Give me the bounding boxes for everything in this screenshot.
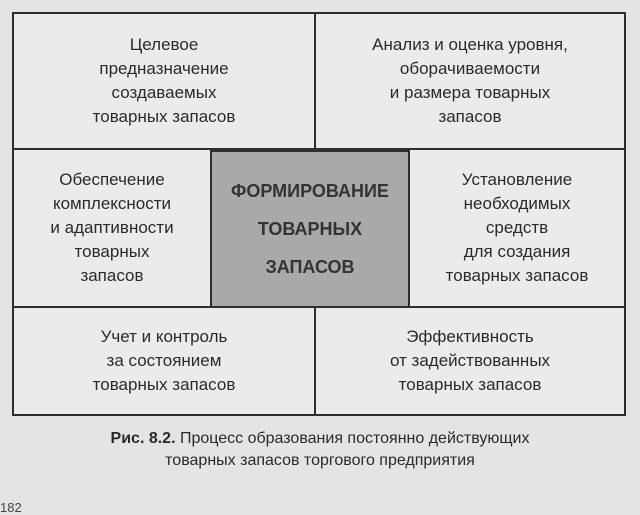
cell-required-means: Установление необходимых средств для создания товарных запасов (445, 170, 589, 285)
caption-text: Процесс образования постоянно действующих (179, 430, 530, 447)
figure-caption (40, 428, 600, 472)
cell-target-purpose: Целевое предназначение создаваемых товарных запасов (92, 35, 236, 126)
process-diagram (12, 12, 626, 416)
cell-accounting-control: Учет и контроль за состоянием товарных запасов (92, 327, 236, 394)
cell-complexity-adaptivity: Обеспечение комплексности и адаптивности товарных запасов (50, 170, 174, 285)
cell-analysis-evaluation: Анализ и оценка уровня, оборачиваемости и размера товарных запасов (372, 35, 568, 126)
cell-efficiency: Эффективность от задействованных товарных запасов (389, 327, 551, 394)
caption-label: Рис. 8.2. (110, 430, 176, 447)
page-number: 182 (0, 500, 22, 515)
caption-line2: товарных запасов торгового предприятия (165, 452, 475, 469)
center-box-formation: ФОРМИРОВАНИЕ ТОВАРНЫХ ЗАПАСОВ (210, 150, 410, 308)
